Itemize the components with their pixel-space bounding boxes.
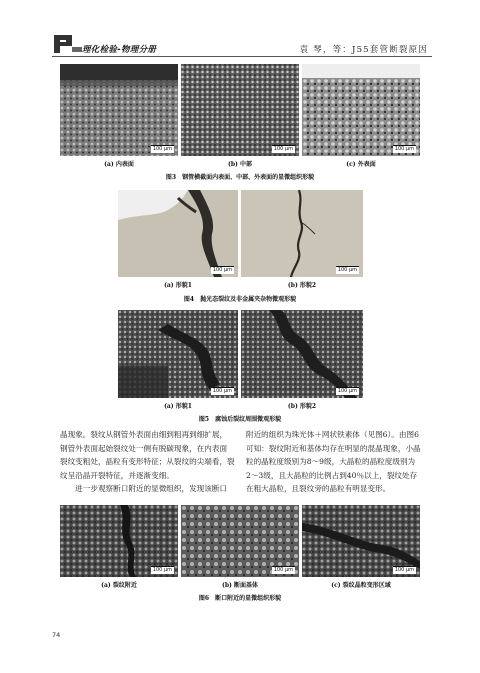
fig3-caption: 图3 钢管横截面内表面、中部、外表面的显微组织形貌 [165, 174, 315, 181]
scale-bar: 100 μm [273, 146, 293, 152]
paragraph-line: 晶现象。裂纹从钢管外表面由细到粗再到细扩展， [60, 430, 228, 439]
fig6-label-b: (b) 断面基体 [222, 582, 258, 589]
fig3-panel-a-image [60, 64, 178, 156]
fig4-label-a: (a) 形貌1 [164, 282, 192, 289]
fig6-panel-b-image [181, 505, 299, 577]
fig4-caption: 图4 抛光态裂纹及非金属夹杂物微观形貌 [183, 296, 297, 303]
fig5-label-a: (a) 形貌1 [164, 403, 192, 410]
fig6-label-c: (c) 裂纹晶粒变形区域 [331, 582, 391, 589]
fig6-label-a: (a) 裂纹附近 [101, 582, 137, 589]
journal-name: 理化检验-物理分册 [82, 45, 157, 55]
fig5-panel-a-image [118, 310, 238, 398]
fig3-panel-b-image [181, 64, 299, 156]
fig4-panel-a-image [118, 190, 238, 277]
paragraph-line: 钢管外表面起始裂纹处一侧有脱碳现象，在内表面 [60, 443, 228, 453]
body-right-column [246, 428, 424, 496]
fig3-panel-c-image [302, 64, 420, 156]
page-number: 74 [52, 631, 61, 639]
paragraph-line: 可知：裂纹附近和基体均存在明显的混晶现象，小晶 [246, 443, 421, 453]
paragraph-line: 粒的晶粒度级别为8～9级，大晶粒的晶粒度级别为 [246, 457, 416, 466]
scale-bar: 100 μm [212, 267, 232, 273]
journal-logo [52, 33, 82, 55]
scale-bar: 100 μm [152, 567, 172, 573]
scale-bar: 100 μm [152, 146, 172, 152]
paragraph-line: 附近的组织为珠光体＋网状铁素体（见图6）。由图6 [246, 430, 419, 439]
fig5-label-b: (b) 形貌2 [287, 403, 317, 410]
fig5-caption: 图5 腐蚀后裂纹周围微观形貌 [198, 416, 282, 423]
running-title: 袁 琴，等：J55套管断裂原因 [299, 45, 428, 55]
scale-bar: 100 μm [394, 567, 414, 573]
body-left-column [60, 428, 236, 496]
scale-bar: 100 μm [337, 388, 357, 394]
fig6-caption: 图6 断口附近的显微组织形貌 [198, 595, 282, 602]
paragraph-line: 裂纹变粗处，晶粒有变形特征；从裂纹的尖端看，裂 [60, 457, 235, 466]
fig3-label-c: (c) 外表面 [346, 161, 376, 168]
fig6-panel-c-image [302, 505, 420, 577]
paragraph-line: 进一步观察断口附近的显微组织，发现该断口 [60, 484, 228, 493]
fig3-label-a: (a) 内表面 [104, 161, 134, 168]
paragraph-line: 2～3级，且大晶粒的比例占到40％以上，裂纹处存 [246, 470, 418, 480]
paragraph-line: 纹呈沿晶开裂特征，并逐渐变细。 [60, 470, 174, 480]
fig3-label-b: (b) 中部 [228, 161, 252, 168]
scale-bar: 100 μm [337, 267, 357, 273]
fig5-panel-b-image [241, 310, 363, 398]
paragraph-line: 在粗大晶粒，且裂纹旁的晶粒有明显变形。 [246, 484, 391, 493]
header-rule [52, 56, 432, 57]
fig6-panel-a-image [60, 505, 178, 577]
scale-bar: 100 μm [394, 146, 414, 152]
fig4-label-b: (b) 形貌2 [287, 282, 317, 289]
scale-bar: 100 μm [212, 388, 232, 394]
scale-bar: 100 μm [273, 567, 293, 573]
fig4-panel-b-image [241, 190, 363, 277]
